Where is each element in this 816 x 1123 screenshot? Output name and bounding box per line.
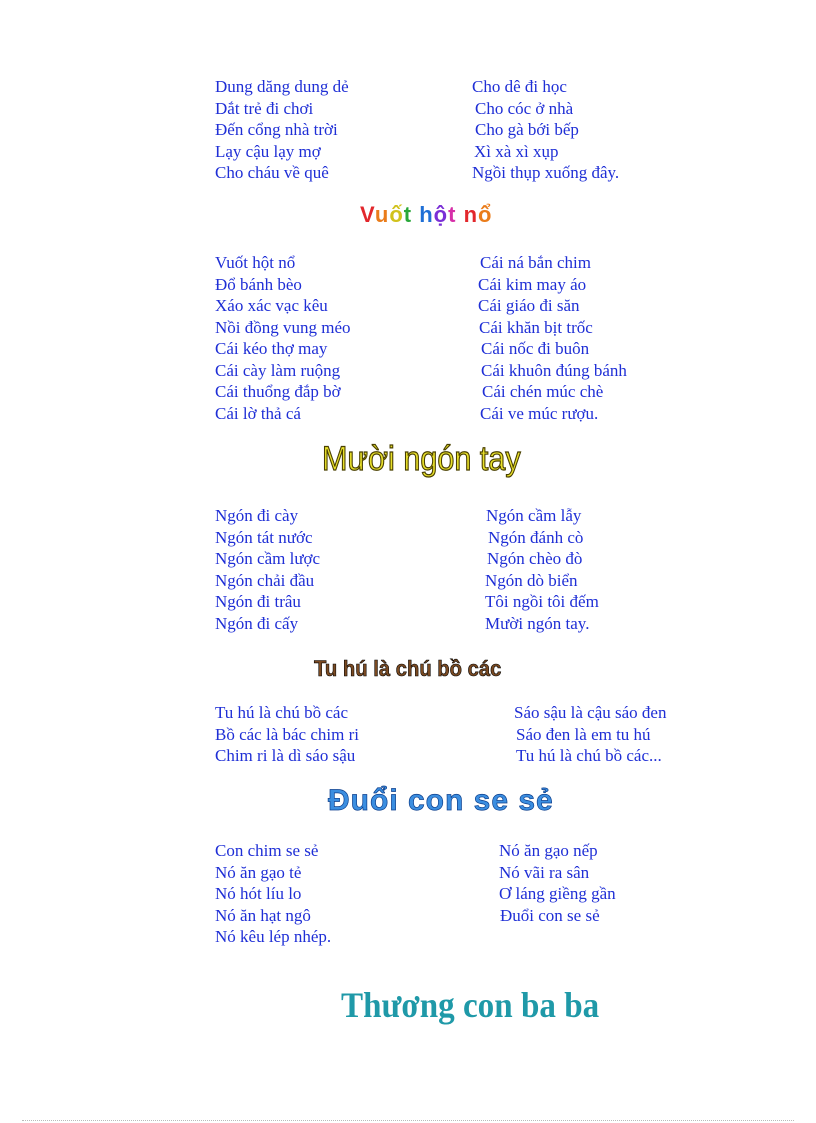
poem-line: Cái kim may áo bbox=[478, 274, 587, 294]
poem-line: Ngón cầm lược bbox=[215, 549, 321, 568]
poem-line: Tu hú là chú bồ các bbox=[215, 703, 348, 722]
poem-line: Cái ve múc rượu. bbox=[480, 403, 599, 423]
poem2-left-column bbox=[215, 252, 351, 424]
title-letter: t bbox=[448, 202, 457, 227]
poem-line: Ngón đi trâu bbox=[215, 592, 301, 611]
poem-line: Ngón đánh cò bbox=[488, 527, 584, 547]
poem-line: Xáo xác vạc kêu bbox=[215, 296, 328, 315]
poem-line: Cái thuổng đắp bờ bbox=[215, 382, 341, 401]
poem-line: Cho gà bới bếp bbox=[475, 120, 579, 139]
poem-line: Dắt trẻ đi chơi bbox=[215, 98, 314, 118]
poem-line: Con chim se sẻ bbox=[215, 841, 319, 860]
poem-line: Cái khăn bịt trốc bbox=[479, 317, 593, 337]
poem-line: Sáo sậu là cậu sáo đen bbox=[514, 703, 667, 722]
poem2-right-column bbox=[478, 252, 627, 424]
poem-line: Nồi đồng vung méo bbox=[215, 317, 351, 337]
poem1-right-column bbox=[472, 76, 619, 184]
title-letter: u bbox=[374, 202, 390, 227]
poem-line: Nó kêu lép nhép. bbox=[215, 927, 332, 946]
poem-line: Dung dăng dung dẻ bbox=[215, 77, 349, 96]
title-letter: h bbox=[419, 202, 434, 227]
poem-line: Nó vãi ra sân bbox=[499, 862, 590, 882]
title-letter bbox=[456, 202, 463, 227]
poem-line: Tôi ngồi tôi đếm bbox=[485, 592, 599, 611]
poem4-right-column bbox=[514, 702, 666, 767]
poem-line: Cái giáo đi săn bbox=[478, 296, 580, 315]
poem-line: Cái chén múc chè bbox=[482, 382, 604, 401]
poem-line: Xì xà xì xụp bbox=[474, 141, 559, 161]
poem-line: Bồ các là bác chim ri bbox=[215, 724, 359, 744]
poem1-left-column bbox=[215, 76, 349, 184]
poem-line: Cái khuôn đúng bánh bbox=[481, 360, 627, 380]
poem-line: Cho cóc ở nhà bbox=[475, 98, 574, 118]
poem5-right-column bbox=[499, 840, 616, 926]
poem-line: Tu hú là chú bồ các... bbox=[516, 746, 662, 765]
title-letter: ố bbox=[389, 202, 404, 227]
poem-line: Cho dê đi học bbox=[472, 77, 567, 96]
poem5-left-column bbox=[215, 840, 331, 948]
poem-line: Ngón tát nước bbox=[215, 527, 313, 547]
poem-line: Cái cày làm ruộng bbox=[215, 360, 341, 380]
title-letter: V bbox=[360, 202, 375, 227]
poem-line: Cho cháu về quê bbox=[215, 163, 329, 182]
title-letter: ổ bbox=[478, 202, 493, 227]
page-bottom-divider bbox=[22, 1120, 794, 1121]
poem-line: Nó hót líu lo bbox=[215, 884, 302, 903]
poem-line: Đến cổng nhà trời bbox=[215, 120, 338, 139]
poem4-left-column bbox=[215, 702, 359, 767]
poem-line: Ngón chèo đò bbox=[487, 549, 583, 568]
poem-line: Cái nốc đi buôn bbox=[481, 339, 590, 358]
poem-line: Cái lờ thả cá bbox=[215, 403, 301, 423]
poem-title-muoi-ngon-tay: Mười ngón tay bbox=[322, 440, 521, 478]
poem-line: Đuổi con se sẻ bbox=[500, 905, 600, 925]
poem-line: Lạy cậu lạy mợ bbox=[215, 141, 321, 161]
poem3-left-column bbox=[215, 505, 320, 634]
poem-line: Vuốt hột nổ bbox=[215, 253, 296, 272]
poem-line: Ngón đi cấy bbox=[215, 613, 299, 633]
poem-title-tu-hu: Tu hú là chú bồ các bbox=[314, 656, 502, 681]
poem-line: Ơ láng giềng gần bbox=[499, 884, 616, 903]
poem-line: Nó ăn gạo tẻ bbox=[215, 862, 302, 882]
poem-line: Chim ri là dì sáo sậu bbox=[215, 746, 356, 765]
poem-line: Ngón đi cày bbox=[215, 506, 299, 525]
title-letter: ộ bbox=[433, 202, 449, 227]
poem-title-duoi-con-se-se: Đuổi con se sẻ bbox=[328, 784, 554, 817]
poem-title-vuot-hot-no bbox=[360, 202, 492, 228]
poem-line: Đổ bánh bèo bbox=[215, 274, 302, 294]
poem-line: Cái ná bắn chim bbox=[480, 253, 591, 272]
poem-line: Nó ăn hạt ngô bbox=[215, 905, 311, 925]
poem-line: Ngón chải đầu bbox=[215, 570, 315, 590]
poem-line: Ngón cầm lẫy bbox=[486, 506, 582, 525]
poem-line: Cái kéo thợ may bbox=[215, 339, 328, 358]
poem-line: Sáo đen là em tu hú bbox=[516, 724, 651, 744]
poem-line: Mười ngón tay. bbox=[485, 613, 590, 633]
title-letter: n bbox=[463, 202, 479, 227]
poem-line: Ngồi thụp xuống đây. bbox=[472, 163, 620, 182]
poem-line: Ngón dò biển bbox=[485, 570, 578, 590]
title-letter: t bbox=[403, 202, 413, 227]
poem3-right-column bbox=[485, 505, 599, 634]
poem-title-thuong-con-ba-ba: Thương con ba ba bbox=[341, 985, 600, 1025]
poem-line: Nó ăn gạo nếp bbox=[499, 841, 598, 860]
